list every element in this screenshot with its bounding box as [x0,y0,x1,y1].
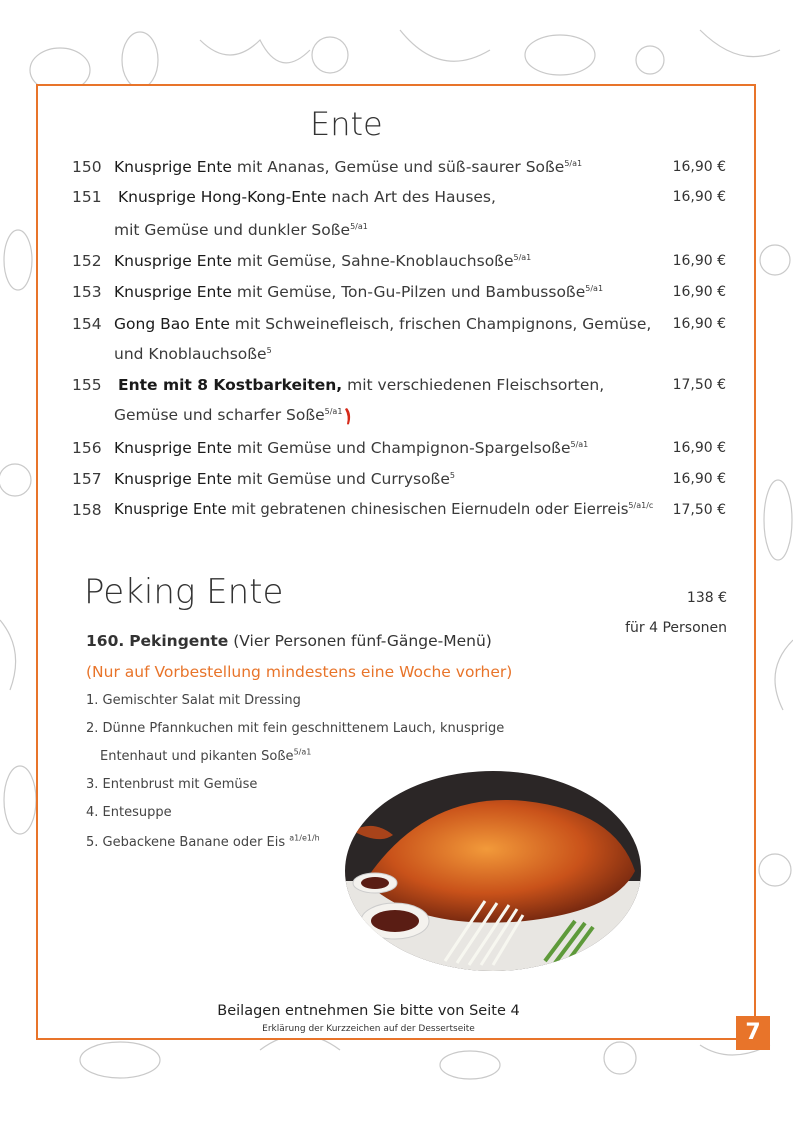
item-number: 156 [72,439,102,457]
item-price: 16,90 € [672,159,726,175]
item-number: 153 [72,283,102,301]
page-number: 7 [736,1016,770,1050]
item-number: 155 [72,376,102,394]
allergen-code: 5 [449,470,455,480]
item-price: 16,90 € [672,440,726,456]
section-title-ente: Ente [310,105,383,143]
item-text [114,314,654,334]
item-price: 16,90 € [672,284,726,300]
item-name: Knusprige Ente [114,158,232,176]
item-name: Knusprige Hong-Kong-Ente [118,188,327,206]
item-desc: mit Schweinefleisch, frischen Champignons, Gemüse, [229,315,652,333]
item-number: 154 [72,315,102,333]
item-text [114,469,654,489]
allergen-code: a1/e1/h [289,833,320,843]
item-name: Pekingente [129,632,229,650]
course-1: 1. Gemischter Salat mit Dressing [86,693,301,708]
item-continuation: Gemüse und scharfer Soße$^{5/a1}$ [114,406,654,425]
item-text [114,500,684,520]
footer-side-dishes-note: Beilagen entnehmen Sie bitte von Seite 4 [217,1003,520,1019]
menu-item-160 [86,632,492,650]
item-text [118,187,658,207]
item-name: Ente mit 8 Kostbarkeiten, [118,376,343,394]
course-4: 4. Entesuppe [86,805,172,820]
item-desc: mit Gemüse, Ton-Gu-Pilzen und Bambussoße [231,283,586,301]
item-text [118,375,658,395]
item-desc: mit verschiedenen Fleischsorten, [342,376,605,394]
item-number: 158 [72,501,102,519]
item-price: 16,90 € [672,189,726,205]
item-price: 16,90 € [672,253,726,269]
section-title-peking: Peking Ente [84,572,284,612]
item-desc: mit Gemüse, Sahne-Knoblauchsoße [231,252,514,270]
allergen-code: 5/a1 [570,439,589,449]
allergen-code: 5/a1 [350,221,368,231]
allergen-code: 5/a1 [564,158,583,168]
item-desc: mit Gemüse und Champignon-Spargelsoße [231,439,571,457]
item-number: 152 [72,252,102,270]
item-price: 17,50 € [672,502,726,518]
item-number: 157 [72,470,102,488]
item-name: Knusprige Ente [114,501,227,518]
allergen-code: 5 [266,345,272,355]
item-continuation: mit Gemüse und dunkler Soße$^{5/a1}$ [114,221,368,239]
course-2: 2. Dünne Pfannkuchen mit fein geschnittenem Lauch, knusprige [86,721,505,736]
allergen-code: 5/a1/c [628,501,654,511]
item-text [114,282,654,302]
item-number: 150 [72,158,102,176]
item-number: 160. [86,632,125,650]
item-text [114,438,654,458]
allergen-code: 5/a1 [324,406,343,416]
item-price: 17,50 € [672,377,726,393]
preorder-note: (Nur auf Vorbestellung mindestens eine Woche vorher) [86,663,513,681]
item-desc: (Vier Personen fünf-Gänge-Menü) [228,632,492,650]
item-desc: mit gebratenen chinesischen Eiernudeln oder Eierreis [226,501,629,518]
course-3: 3. Entenbrust mit Gemüse [86,777,258,792]
course-5: 5. Gebackene Banane oder Eis $^{a1/e1/h}$ [86,833,320,850]
item-desc: nach Art des Hauses, [326,188,496,206]
item-name: Gong Bao Ente [114,315,230,333]
allergen-code: 5/a1 [293,747,312,757]
item-name: Knusprige Ente [114,283,232,301]
item-price: 16,90 € [672,471,726,487]
peking-duck-photo [345,771,641,971]
item-text [114,157,654,177]
item-name: Knusprige Ente [114,439,232,457]
peking-per-persons: für 4 Personen [625,620,727,636]
item-name: Knusprige Ente [114,470,232,488]
item-name: Knusprige Ente [114,252,232,270]
item-text [114,251,654,271]
course-2-continuation: Entenhaut und pikanten Soße$^{5/a1}$ [100,747,312,764]
peking-price: 138 € [686,590,727,606]
item-continuation: und Knoblauchsoße$^5$ [114,345,272,363]
footer-abbreviations-note: Erklärung der Kurzzeichen auf der Dessertseite [262,1024,475,1034]
allergen-code: 5/a1 [513,252,532,262]
item-desc: mit Ananas, Gemüse und süß-saurer Soße [231,158,565,176]
item-desc: mit Gemüse und Currysoße [231,470,450,488]
item-number: 151 [72,188,102,206]
chili-icon [345,407,352,425]
allergen-code: 5/a1 [585,283,604,293]
item-price: 16,90 € [672,316,726,332]
